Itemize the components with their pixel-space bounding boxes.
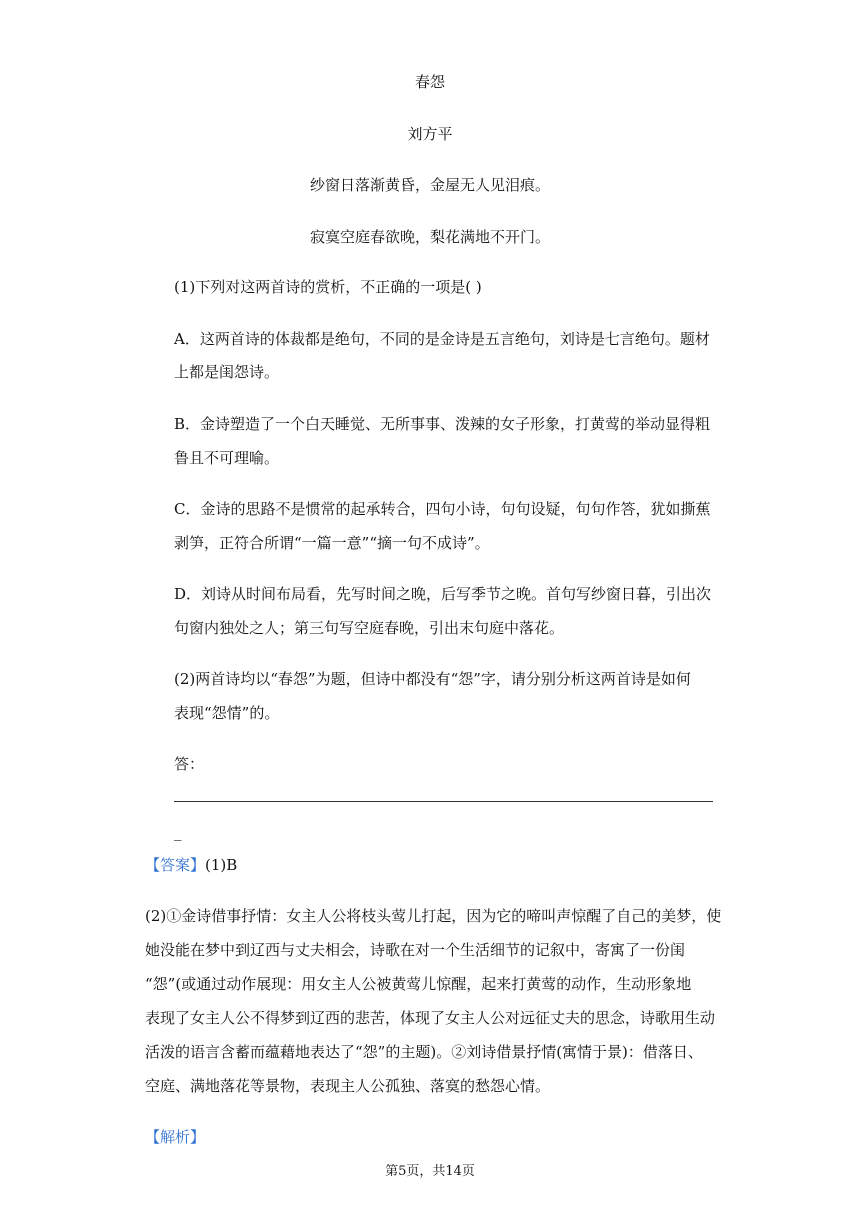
answer-part-1: (1)B	[205, 856, 238, 874]
page-footer: 第5页，共14页	[385, 1164, 475, 1179]
answer-part-2-line-4: 表现了女主人公不得梦到辽西的悲苦，体现了女主人公对远征丈夫的思念，诗歌用生动	[145, 1009, 716, 1027]
option-a-line-2: 上都是闺怨诗。	[174, 363, 280, 381]
answer-part-2-line-3: “怨”(或通过动作展现：用女主人公被黄莺儿惊醒，起来打黄莺的动作，生动形象地	[145, 975, 692, 993]
option-d-line-2: 句窗内独处之人；第三句写空庭春晚，引出末句庭中落花。	[174, 619, 565, 637]
answer-part-2-line-6: 空庭、满地落花等景物，表现主人公孤独、落寞的愁怨心情。	[145, 1077, 551, 1095]
answer-blank-tail: _	[174, 823, 182, 841]
option-c-line-1: C．金诗的思路不是惯常的起承转合，四句小诗，句句设疑，句句作答，犹如撕蕉	[174, 500, 711, 518]
option-b-line-1: B．金诗塑造了一个白天睡觉、无所事事、泼辣的女子形象，打黄莺的举动显得粗	[174, 415, 711, 433]
option-c-line-2: 剥笋，正符合所谓“一篇一意”“摘一句不成诗”。	[174, 534, 490, 552]
poem-title: 春怨	[414, 73, 445, 91]
option-b-line-2: 鲁且不可理喻。	[174, 449, 280, 467]
answer-prompt: 答：	[174, 755, 205, 773]
option-a-line-1: A．这两首诗的体裁都是绝句，不同的是金诗是五言绝句，刘诗是七言绝句。题材	[174, 330, 710, 348]
poem-author: 刘方平	[407, 125, 453, 143]
question-1-stem: (1)下列对这两首诗的赏析，不正确的一项是( )	[174, 278, 482, 296]
answer-blank-line	[174, 801, 713, 802]
poem-line-2: 寂寞空庭春欲晚，梨花满地不开门。	[309, 228, 550, 246]
answer-label: 【答案】	[145, 856, 206, 874]
answer-part-2-line-5: 活泼的语言含蓄而蕴藉地表达了“怨”的主题)。②刘诗借景抒情(寓情于景)：借落日、	[145, 1043, 703, 1061]
question-2-line-1: (2)两首诗均以“春怨”为题，但诗中都没有“怨”字，请分别分析这两首诗是如何	[174, 670, 691, 688]
answer-part-2-line-1: (2)①金诗借事抒情：女主人公将枝头莺儿打起，因为它的啼叫声惊醒了自己的美梦，使	[145, 907, 722, 925]
answer-row	[145, 855, 237, 875]
poem-line-1: 纱窗日落渐黄昏，金屋无人见泪痕。	[309, 176, 550, 194]
question-2-line-2: 表现“怨情”的。	[174, 704, 280, 722]
option-d-line-1: D．刘诗从时间布局看，先写时间之晚，后写季节之晚。首句写纱窗日暮，引出次	[174, 585, 712, 603]
answer-part-2-line-2: 她没能在梦中到辽西与丈夫相会，诗歌在对一个生活细节的记叙中，寄寓了一份闺	[145, 941, 686, 959]
analysis-label: 【解析】	[145, 1128, 206, 1146]
